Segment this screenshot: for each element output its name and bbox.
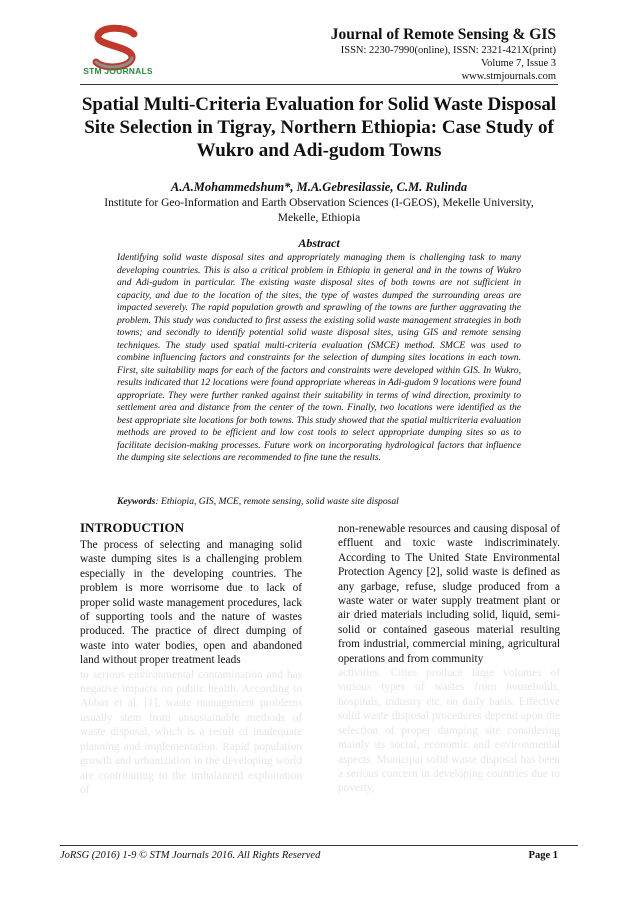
journal-issn: ISSN: 2230-7990(online), ISSN: 2321-421X(print) — [340, 45, 556, 56]
journal-website[interactable]: www.stmjournals.com — [461, 71, 556, 82]
intro-paragraph-left-faded: to serious environmental contamination and has negative impacts on public health. According to Abbas et al. [1], waste management problems usually stem from unsustainable methods of waste disposal, which is a result of inadequate planning and implementation. Rapid population growth and urbanization in the developing world are contributing to the imbalanced exploitation of — [80, 668, 302, 796]
footer-copyright: JoRSG (2016) 1-9 © STM Journals 2016. All Rights Reserved — [60, 850, 321, 861]
abstract-heading: Abstract — [298, 236, 340, 250]
journal-volume: Volume 7, Issue 3 — [480, 58, 556, 69]
paper-title: Spatial Multi-Criteria Evaluation for Solid Waste Disposal Site Selection in Tigray, Northern Ethiopia: Case Study of Wukro and Adi-gudom Towns — [81, 94, 557, 161]
header-divider — [80, 84, 558, 85]
paper-authors: A.A.Mohammedshum*, M.A.Gebresilassie, C.M. Rulinda — [170, 180, 468, 194]
journal-info — [331, 26, 556, 83]
abstract-text: Identifying solid waste disposal sites and appropriately managing them is challenging task to many developing countries. This is also a critical problem in Ethiopia in general and in the towns of Wukro and Adi-gudom in particular. The existing waste disposal sites of both towns are not sufficient in capacity, and due to the location of the sites, the type of wastes dumped the surrounding areas are impacted severely. The rapid population growth and sprawling of the towns are further aggravating the problem. This study was conducted to first assess the existing solid waste management strategies in both towns; and secondly to identify potential solid waste disposal sites, using GIS and remote sensing techniques. The study used spatial multi-criteria evaluation (SMCE) method. SMCE was used to combine influencing factors and constraints for the selection of dumping sites locations in each town. First, site suitability maps for each of the factors and constraints were developed within GIS. In Wukro, results indicated that 12 locations were found appropriate whereas in Adi-gudom 9 locations were found appropriate. They were further ranked against their suitability in terms of wind direction, proximity to settlement area and distance from the center of the town. Finally, two locations were identified as the best appropriate site locations for both towns. This study showed that the spatial multicriteria evaluation methods are proved to be efficient and low cost tools to select appropriate dumping sites so as to facilitate decision-making processes. Future work on incorporating hydrological factors that influence the dumping site selections are recommended to fine tune the results. — [117, 252, 521, 463]
section-heading-introduction: INTRODUCTION — [80, 520, 185, 535]
journal-title: Journal of Remote Sensing & GIS — [330, 26, 556, 43]
footer-page-number: Page 1 — [528, 850, 558, 861]
footer-divider — [60, 845, 578, 846]
intro-paragraph-right: non-renewable resources and causing disposal of effluent and toxic waste indiscriminately. According to The United State Environmental Protection Agency [2], solid waste is defined as any garbage, refuse, sludge produced from a waste water or water supply treatment plant or air dried materials including solid, liquid, semi-solid or contained gaseous material resulting from industrial, commercial mining, agricultural operations and from community — [338, 523, 560, 665]
paper-affiliation: Institute for Geo-Information and Earth Observation Sciences (I-GEOS), Mekelle University, Mekelle, Ethiopia — [104, 197, 534, 224]
body-column-right — [338, 522, 560, 796]
intro-paragraph-right-faded: activities. Cities produce large volumes of various types of wastes from households, hospitals, industry etc. on daily basis. Effective solid waste disposal procedures depend upon the selection of proper dumping site considering mainly its social, economic and environmental aspects. Municipal solid waste disposal has been a serious concern in developing countries due to poverty, — [338, 667, 560, 795]
logo-text: STM JOURNALS — [83, 66, 153, 76]
keywords-text: : Ethiopia, GIS, MCE, remote sensing, solid waste site disposal — [155, 496, 399, 507]
body-column-left — [80, 520, 302, 797]
keywords — [117, 496, 521, 508]
keywords-label: Keywords — [117, 496, 156, 507]
intro-paragraph-left: The process of selecting and managing solid waste dumping sites is a challenging problem especially in the developing countries. The problem is more worrisome due to lack of proper solid waste management procedures, lack of supporting tools and the nature of wastes produced. The practice of direct dumping of waste into water bodies, open and abandoned land without proper treatment leads — [80, 539, 302, 667]
